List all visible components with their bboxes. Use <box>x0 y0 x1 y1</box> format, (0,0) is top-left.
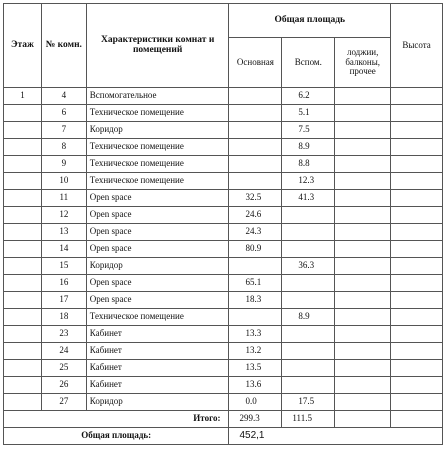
cell-name: Коридор <box>86 258 229 275</box>
itogo-main: 299.3 <box>229 411 282 428</box>
cell-aux: 41.3 <box>282 190 335 207</box>
cell-height <box>391 343 443 360</box>
cell-name: Open space <box>86 207 229 224</box>
total-value: 452,1 <box>229 428 443 445</box>
cell-main: 18.3 <box>229 292 282 309</box>
cell-loggias <box>335 377 391 394</box>
cell-aux: 6.2 <box>282 88 335 105</box>
table-row <box>4 207 443 224</box>
cell-floor <box>4 207 42 224</box>
cell-name: Кабинет <box>86 360 229 377</box>
cell-loggias <box>335 292 391 309</box>
itogo-loggias <box>335 411 391 428</box>
table-row <box>4 224 443 241</box>
table-body <box>4 88 443 411</box>
cell-floor <box>4 241 42 258</box>
cell-room-no: 14 <box>41 241 86 258</box>
table-row <box>4 190 443 207</box>
total-row <box>4 428 443 445</box>
cell-name: Open space <box>86 190 229 207</box>
cell-height <box>391 394 443 411</box>
cell-height <box>391 258 443 275</box>
cell-floor <box>4 377 42 394</box>
cell-main: 13.5 <box>229 360 282 377</box>
cell-name: Техническое помещение <box>86 139 229 156</box>
cell-main: 24.6 <box>229 207 282 224</box>
table-row <box>4 275 443 292</box>
cell-height <box>391 105 443 122</box>
cell-height <box>391 275 443 292</box>
cell-loggias <box>335 275 391 292</box>
itogo-aux: 111.5 <box>282 411 335 428</box>
header-height: Высота <box>391 4 443 88</box>
cell-floor: 1 <box>4 88 42 105</box>
cell-floor <box>4 224 42 241</box>
cell-room-no: 6 <box>41 105 86 122</box>
cell-aux <box>282 343 335 360</box>
cell-room-no: 17 <box>41 292 86 309</box>
header-characteristics: Характеристики комнат и помещений <box>86 4 229 88</box>
cell-loggias <box>335 122 391 139</box>
cell-loggias <box>335 224 391 241</box>
cell-room-no: 24 <box>41 343 86 360</box>
itogo-row <box>4 411 443 428</box>
cell-name: Техническое помещение <box>86 309 229 326</box>
cell-aux <box>282 275 335 292</box>
cell-loggias <box>335 360 391 377</box>
header-main: Основная <box>229 38 282 88</box>
cell-aux: 12.3 <box>282 173 335 190</box>
cell-room-no: 25 <box>41 360 86 377</box>
cell-room-no: 23 <box>41 326 86 343</box>
cell-loggias <box>335 207 391 224</box>
cell-room-no: 11 <box>41 190 86 207</box>
cell-main: 0.0 <box>229 394 282 411</box>
header-total-area: Общая площадь <box>229 4 391 38</box>
cell-height <box>391 156 443 173</box>
cell-main <box>229 156 282 173</box>
cell-height <box>391 224 443 241</box>
cell-floor <box>4 122 42 139</box>
header-aux: Вспом. <box>282 38 335 88</box>
table-row <box>4 173 443 190</box>
cell-main <box>229 122 282 139</box>
cell-height <box>391 377 443 394</box>
table-row <box>4 105 443 122</box>
cell-aux <box>282 360 335 377</box>
cell-floor <box>4 275 42 292</box>
table-row <box>4 139 443 156</box>
cell-floor <box>4 343 42 360</box>
cell-aux <box>282 326 335 343</box>
table-row <box>4 309 443 326</box>
cell-aux <box>282 377 335 394</box>
itogo-height <box>391 411 443 428</box>
cell-height <box>391 207 443 224</box>
header-room-no: № комн. <box>41 4 86 88</box>
cell-loggias <box>335 105 391 122</box>
cell-room-no: 15 <box>41 258 86 275</box>
table-row <box>4 377 443 394</box>
table-row <box>4 360 443 377</box>
cell-main <box>229 173 282 190</box>
cell-room-no: 9 <box>41 156 86 173</box>
cell-name: Коридор <box>86 394 229 411</box>
area-table-sheet <box>3 3 443 445</box>
cell-loggias <box>335 241 391 258</box>
cell-name: Техническое помещение <box>86 156 229 173</box>
cell-floor <box>4 326 42 343</box>
cell-name: Техническое помещение <box>86 105 229 122</box>
cell-room-no: 18 <box>41 309 86 326</box>
cell-aux <box>282 224 335 241</box>
table-row <box>4 394 443 411</box>
cell-main: 13.6 <box>229 377 282 394</box>
cell-name: Open space <box>86 292 229 309</box>
cell-floor <box>4 173 42 190</box>
cell-name: Open space <box>86 241 229 258</box>
cell-floor <box>4 190 42 207</box>
cell-loggias <box>335 309 391 326</box>
cell-floor <box>4 105 42 122</box>
cell-loggias <box>335 190 391 207</box>
cell-room-no: 16 <box>41 275 86 292</box>
cell-room-no: 7 <box>41 122 86 139</box>
cell-floor <box>4 309 42 326</box>
table-row <box>4 241 443 258</box>
cell-room-no: 13 <box>41 224 86 241</box>
cell-height <box>391 173 443 190</box>
cell-main: 80.9 <box>229 241 282 258</box>
cell-aux: 8.8 <box>282 156 335 173</box>
cell-main: 13.3 <box>229 326 282 343</box>
table-row <box>4 343 443 360</box>
cell-floor <box>4 292 42 309</box>
total-label: Общая площадь: <box>4 428 229 445</box>
cell-height <box>391 326 443 343</box>
cell-height <box>391 122 443 139</box>
cell-loggias <box>335 343 391 360</box>
table-row <box>4 88 443 105</box>
cell-room-no: 12 <box>41 207 86 224</box>
cell-main: 13.2 <box>229 343 282 360</box>
cell-name: Кабинет <box>86 326 229 343</box>
table-row <box>4 258 443 275</box>
cell-height <box>391 88 443 105</box>
room-area-table <box>3 3 443 445</box>
itogo-label: Итого: <box>4 411 229 428</box>
table-row <box>4 292 443 309</box>
cell-room-no: 10 <box>41 173 86 190</box>
cell-name: Кабинет <box>86 377 229 394</box>
cell-aux <box>282 241 335 258</box>
cell-loggias <box>335 139 391 156</box>
table-row <box>4 122 443 139</box>
cell-loggias <box>335 156 391 173</box>
cell-room-no: 27 <box>41 394 86 411</box>
cell-room-no: 26 <box>41 377 86 394</box>
cell-floor <box>4 258 42 275</box>
cell-main: 32.5 <box>229 190 282 207</box>
table-row <box>4 156 443 173</box>
cell-main <box>229 309 282 326</box>
cell-height <box>391 309 443 326</box>
cell-aux: 36.3 <box>282 258 335 275</box>
cell-room-no: 8 <box>41 139 86 156</box>
cell-name: Open space <box>86 275 229 292</box>
cell-name: Кабинет <box>86 343 229 360</box>
cell-loggias <box>335 88 391 105</box>
cell-aux: 5.1 <box>282 105 335 122</box>
cell-aux: 8.9 <box>282 139 335 156</box>
cell-name: Open space <box>86 224 229 241</box>
cell-height <box>391 190 443 207</box>
cell-height <box>391 360 443 377</box>
header-floor: Этаж <box>4 4 42 88</box>
cell-name: Коридор <box>86 122 229 139</box>
cell-name: Техническое помещение <box>86 173 229 190</box>
cell-main: 65.1 <box>229 275 282 292</box>
cell-loggias <box>335 326 391 343</box>
cell-room-no: 4 <box>41 88 86 105</box>
cell-loggias <box>335 258 391 275</box>
cell-aux: 7.5 <box>282 122 335 139</box>
cell-aux: 8.9 <box>282 309 335 326</box>
header-loggias: лоджии, балконы, прочее <box>335 38 391 88</box>
cell-main: 24.3 <box>229 224 282 241</box>
cell-floor <box>4 156 42 173</box>
cell-aux <box>282 207 335 224</box>
cell-height <box>391 292 443 309</box>
table-row <box>4 326 443 343</box>
cell-floor <box>4 360 42 377</box>
cell-aux: 17.5 <box>282 394 335 411</box>
cell-name: Вспомогательное <box>86 88 229 105</box>
cell-main <box>229 258 282 275</box>
cell-height <box>391 241 443 258</box>
cell-floor <box>4 394 42 411</box>
cell-main <box>229 105 282 122</box>
cell-loggias <box>335 394 391 411</box>
cell-loggias <box>335 173 391 190</box>
cell-floor <box>4 139 42 156</box>
cell-height <box>391 139 443 156</box>
cell-aux <box>282 292 335 309</box>
cell-main <box>229 139 282 156</box>
cell-main <box>229 88 282 105</box>
